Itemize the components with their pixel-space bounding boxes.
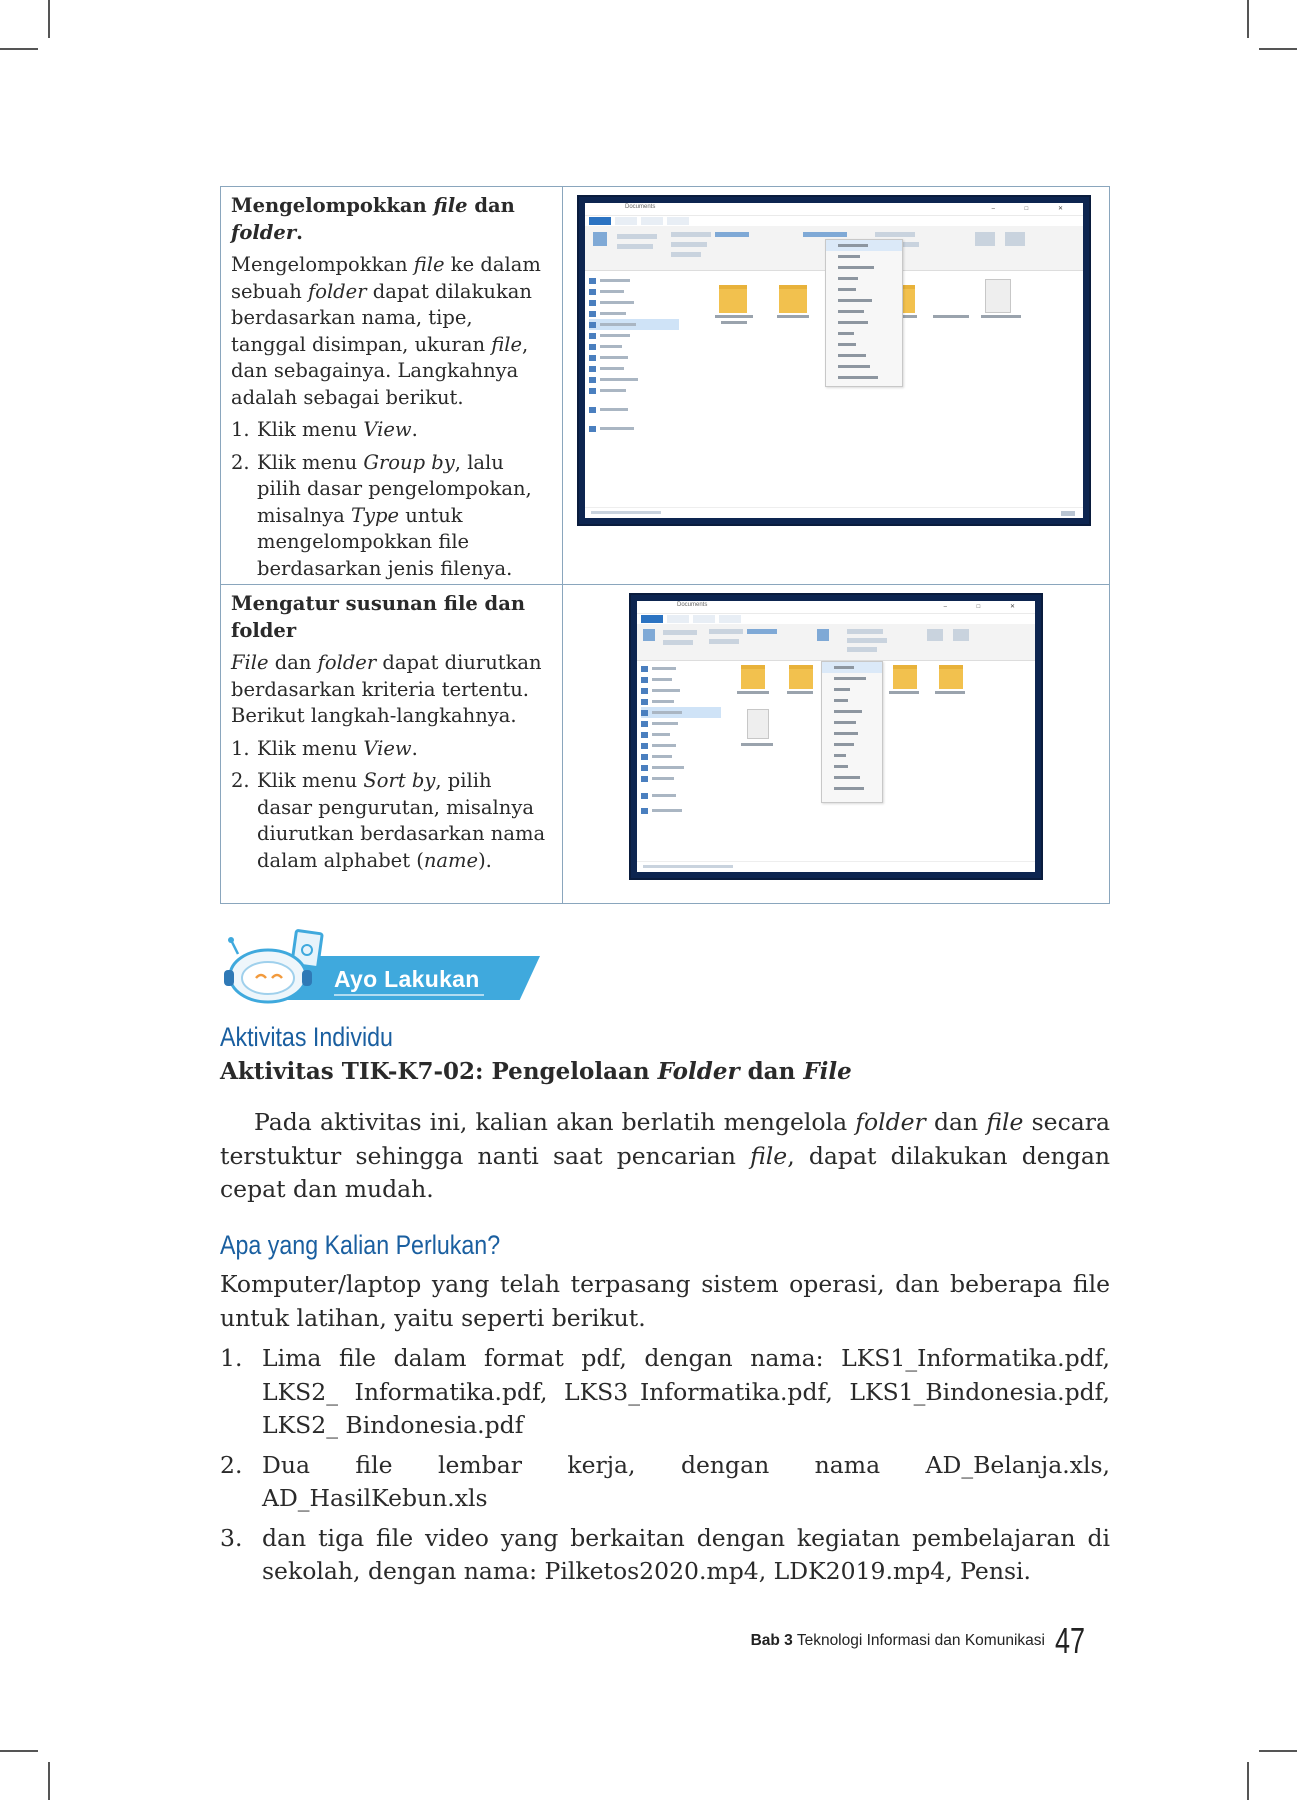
crop-mark xyxy=(1259,48,1297,50)
crop-mark xyxy=(48,1762,50,1800)
steps-list xyxy=(231,417,552,582)
folder-icon xyxy=(789,665,813,689)
table-cell-text xyxy=(221,585,563,903)
folder-icon xyxy=(939,665,963,689)
list-item: 2. Dua file lembar kerja, dengan nama AD_Belanja.xls, AD_HasilKebun.xls xyxy=(220,1450,1110,1512)
steps-list xyxy=(231,736,552,875)
crop-mark xyxy=(0,1750,38,1752)
requirements-list xyxy=(220,1342,1110,1595)
crop-mark xyxy=(0,48,38,50)
crop-mark xyxy=(1247,0,1249,38)
list-item: 2. Klik menu Group by, lalu pilih dasar pengelompokan, misalnya Type untuk mengelompokkan file berdasarkan jenis filenya. xyxy=(231,450,532,580)
table-row-group xyxy=(221,187,1109,585)
crop-mark xyxy=(1247,1762,1249,1800)
file-icon xyxy=(747,709,769,739)
window-title: Documents xyxy=(625,204,656,210)
row-description: File dan folder dapat diurutkan berdasarkan kriteria tertentu. Berikut langkah-langkahnya. xyxy=(231,651,542,727)
group-by-menu xyxy=(825,239,903,387)
crop-mark xyxy=(1259,1750,1297,1752)
requirements-intro: Komputer/laptop yang telah terpasang sistem operasi, dan beberapa file untuk latihan, yaitu seperti berikut. xyxy=(220,1270,1110,1332)
banner-label: Ayo Lakukan xyxy=(334,966,480,992)
folder-icon xyxy=(779,285,807,313)
crop-mark xyxy=(48,0,50,38)
robot-mascot-icon xyxy=(216,928,326,1008)
list-item: 1. Klik menu View. xyxy=(231,736,418,760)
sort-by-menu xyxy=(821,661,883,803)
ayo-lakukan-banner xyxy=(216,928,556,1008)
list-item: 1. Lima file dalam format pdf, dengan nama: LKS1_Informatika.pdf, LKS2_ Informatika.pdf, LKS3_Informatika.pdf, LKS1_Bindonesia.pdf, LKS2_ Bindonesia.pdf xyxy=(220,1344,1110,1439)
table-cell-text xyxy=(221,187,563,584)
folder-icon xyxy=(893,665,917,689)
page-number: 47 xyxy=(1054,1620,1085,1661)
activity-title: Aktivitas TIK-K7-02: Pengelolaan Folder dan File xyxy=(220,1058,852,1085)
ribbon xyxy=(637,624,1035,661)
window-title: Documents xyxy=(677,602,708,608)
row-title: Mengatur susunan file dan folder xyxy=(231,592,526,642)
row-description: Mengelompokkan file ke dalam sebuah folder dapat dilakukan berdasarkan nama, tipe, tanggal disimpan, ukuran file, dan sebagainya. Langkahnya adalah sebagai berikut. xyxy=(231,253,541,409)
window-controls: – □ ✕ xyxy=(991,206,1077,212)
activity-paragraph: Pada aktivitas ini, kalian akan berlatih mengelola folder dan file secara terstuktur sehingga nanti saat pencarian file, dapat dilakukan dengan cepat dan mudah. xyxy=(220,1108,1110,1203)
explorer-screenshot-group-by xyxy=(577,195,1091,526)
row-title: Mengelompokkan file dan folder. xyxy=(231,194,515,244)
chapter-label: Bab 3 Teknologi Informasi dan Komunikasi xyxy=(750,1632,1045,1649)
folder-icon xyxy=(719,285,747,313)
list-item: 3. dan tiga file video yang berkaitan dengan kegiatan pembelajaran di sekolah, dengan nama: Pilketos2020.mp4, LDK2019.mp4, Pensi. xyxy=(220,1523,1110,1585)
explorer-screenshot-sort-by xyxy=(629,593,1043,880)
section-heading-aktivitas: Aktivitas Individu xyxy=(220,1022,393,1052)
steps-table xyxy=(220,186,1110,904)
file-icon xyxy=(985,279,1011,313)
folder-icon xyxy=(741,665,765,689)
table-cell-image xyxy=(563,585,1109,903)
list-item: 2. Klik menu Sort by, pilih dasar pengurutan, misalnya diurutkan berdasarkan nama dalam alphabet (name). xyxy=(231,769,546,872)
window-controls: – □ ✕ xyxy=(943,604,1029,610)
section-heading-perlukan: Apa yang Kalian Perlukan? xyxy=(220,1230,501,1260)
table-cell-image xyxy=(563,187,1109,584)
table-row-sort xyxy=(221,585,1109,903)
list-item: 1. Klik menu View. xyxy=(231,418,418,441)
page-footer xyxy=(751,1620,1087,1662)
